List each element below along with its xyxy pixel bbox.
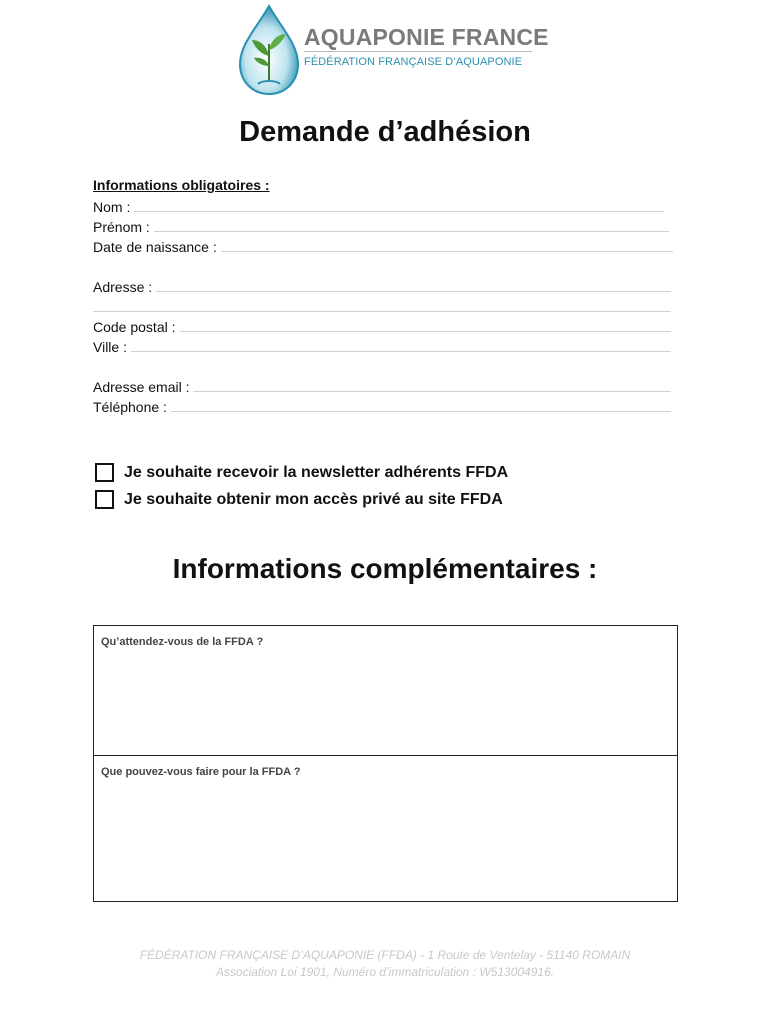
adresse-input-line[interactable] xyxy=(156,277,671,292)
prenom-input-line[interactable] xyxy=(154,217,669,232)
code-postal-label: Code postal : xyxy=(93,319,176,335)
water-drop-plant-icon xyxy=(236,4,302,96)
logo-divider xyxy=(304,51,532,52)
adresse-field[interactable] xyxy=(93,277,671,295)
questions-table xyxy=(93,625,678,902)
date-naissance-field[interactable] xyxy=(93,237,673,255)
email-label: Adresse email : xyxy=(93,379,190,395)
organization-name: AQUAPONIE FRANCE xyxy=(304,24,549,50)
complementary-info-heading: Informations complémentaires : xyxy=(172,553,598,584)
question-contribution-cell[interactable] xyxy=(94,756,677,901)
private-access-checkbox[interactable] xyxy=(95,490,114,509)
organization-subtitle: FÉDÉRATION FRANÇAISE D’AQUAPONIE xyxy=(304,56,523,68)
telephone-field[interactable] xyxy=(93,397,671,415)
telephone-input-line[interactable] xyxy=(171,397,671,412)
logo xyxy=(236,4,549,96)
telephone-label: Téléphone : xyxy=(93,399,167,415)
code-postal-input-line[interactable] xyxy=(180,317,672,332)
code-postal-field[interactable] xyxy=(93,317,671,335)
prenom-field[interactable] xyxy=(93,217,669,235)
footer-address: FÉDÉRATION FRANÇAISE D’AQUAPONIE (FFDA) - 1 Route de Ventelay - 51140 ROMAIN xyxy=(139,948,631,962)
form-title: Demande d’adhésion xyxy=(239,116,531,148)
question-contribution-label: Que pouvez-vous faire pour la FFDA ? xyxy=(101,766,301,778)
private-access-label: Je souhaite obtenir mon accès privé au site FFDA xyxy=(124,490,503,508)
required-info-heading: Informations obligatoires : xyxy=(93,177,270,193)
newsletter-option[interactable] xyxy=(95,463,508,482)
nom-label: Nom : xyxy=(93,199,131,215)
newsletter-label: Je souhaite recevoir la newsletter adhérents FFDA xyxy=(124,463,509,481)
nom-input-line[interactable] xyxy=(134,197,664,212)
nom-field[interactable] xyxy=(93,197,664,215)
question-expectations-cell[interactable] xyxy=(94,626,677,756)
date-naissance-input-line[interactable] xyxy=(221,237,673,252)
email-input-line[interactable] xyxy=(193,377,671,392)
question-expectations-label: Qu’attendez-vous de la FFDA ? xyxy=(101,636,264,648)
newsletter-checkbox[interactable] xyxy=(95,463,114,482)
adresse-second-line[interactable] xyxy=(93,311,671,312)
prenom-label: Prénom : xyxy=(93,219,150,235)
ville-field[interactable] xyxy=(93,337,671,355)
ville-label: Ville : xyxy=(93,339,127,355)
footer xyxy=(0,947,770,981)
footer-registration: Association Loi 1901, Numéro d’immatriculation : W513004916. xyxy=(215,965,555,979)
adresse-label: Adresse : xyxy=(93,279,153,295)
ville-input-line[interactable] xyxy=(131,337,671,352)
date-naissance-label: Date de naissance : xyxy=(93,239,217,255)
private-access-option[interactable] xyxy=(95,490,503,509)
email-field[interactable] xyxy=(93,377,671,395)
